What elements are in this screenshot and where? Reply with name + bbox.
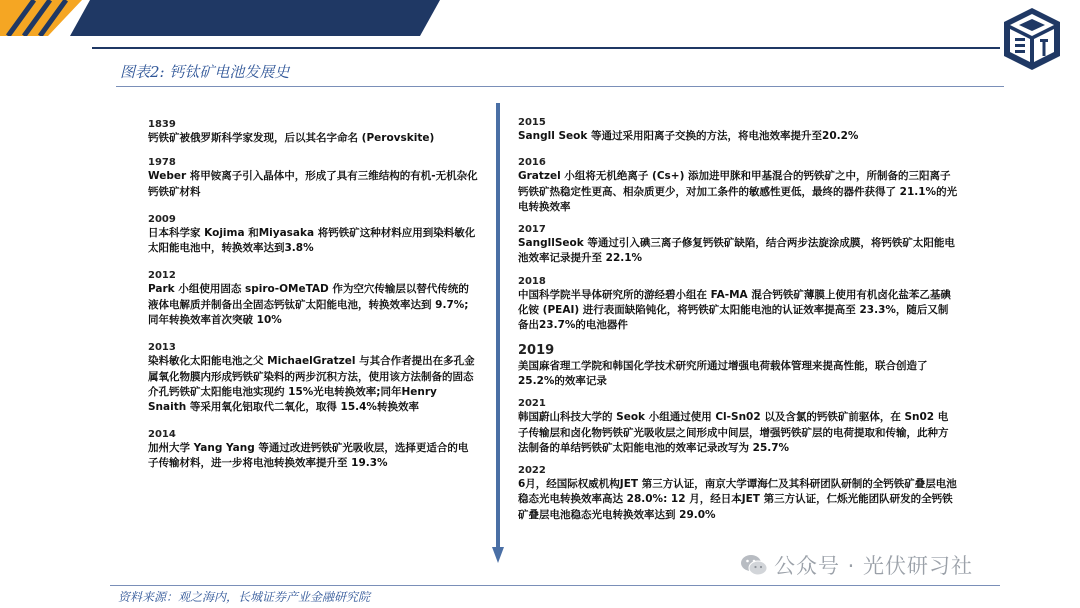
- entry-year: 2009: [148, 213, 176, 225]
- entry-text: Park 小组使用固态 spiro-OMeTAD 作为空穴传输层以替代传统的液体电解质并制备出全固态钙钛矿太阳能电池，转换效率达到 9.7%;同年转换效率首次突破 10%: [148, 283, 469, 327]
- entry-text: 加州大学 Yang Yang 等通过改进钙铁矿光吸收层，选择更适合的电子传输材料，进一步将电池转换效率提升至 19.3%: [148, 441, 469, 469]
- figure-title: 图表2: 钙钛矿电池发展史: [120, 63, 290, 81]
- entry-text: Weber 将甲铵离子引入晶体中，形成了具有三维结构的有机-无机杂化钙铁矿材料: [148, 170, 478, 198]
- timeline-entry: [148, 269, 478, 328]
- timeline-entry: [148, 428, 478, 472]
- entry-text: 韩国蔚山科技大学的 Seok 小组通过使用 Cl-Sn02 以及含氯的钙铁矿前驱体，在 Sn02 电子传输层和卤化物钙铁矿光吸收层之间形成中间层，增强钙铁矿层的电荷提取和传输，此种方法制备的单结钙铁矿太阳能电池的效率记录改写为 25.7%: [518, 411, 949, 454]
- entry-year: 2016: [518, 157, 546, 169]
- timeline-right: [518, 116, 958, 523]
- entry-year: 2018: [518, 275, 546, 287]
- timeline-entry: [518, 342, 958, 390]
- timeline-entry: [518, 275, 958, 334]
- entry-text: Sangll Seok 等通过采用阳离子交换的方法，将电池效率提升至20.2%: [518, 130, 859, 142]
- source-note: 资料来源：观之海内，长城证券产业金融研究院: [118, 590, 371, 604]
- title-rule: [116, 86, 1004, 87]
- entry-year: 2015: [518, 117, 546, 128]
- entry-text: 6月，经国际权威机构JET 第三方认证，南京大学谭海仁及其科研团队研制的全钙铁矿叠层电池稳态光电转换效率高达 28.0%: 12 月，经日本JET 第三方认证，仁烁光能团队研发的全钙铁矿叠层电池稳态光电转换效率达到 29.0%: [518, 478, 957, 521]
- watermark: [740, 550, 973, 580]
- timeline-entry: [148, 156, 478, 200]
- entry-year: 2017: [518, 224, 546, 236]
- timeline-entry: [148, 118, 478, 146]
- timeline-entry: [518, 156, 958, 215]
- timeline-left: [148, 118, 478, 471]
- timeline-entry: [518, 116, 958, 144]
- cube-logo-icon: [1000, 6, 1064, 72]
- entry-year: 2022: [518, 465, 546, 477]
- entry-year: 2014: [148, 428, 176, 440]
- entry-text: 中国科学院半导体研究所的游经碧小组在 FA-MA 混合钙铁矿薄膜上使用有机卤化盐苯乙基碘化铵 (PEAI) 进行表面缺陷钝化，将钙铁矿太阳能电池的认证效率提高至 23.3%，随后又制备出23.7%的电池器件: [518, 288, 951, 332]
- entry-year: 1839: [148, 119, 176, 130]
- footer-rule: [110, 585, 1000, 586]
- entry-year: 2012: [148, 270, 176, 282]
- timeline-arrow: [492, 103, 504, 563]
- entry-text: 钙铁矿被俄罗斯科学家发现，后以其名字命名 (Perovskite): [148, 132, 435, 144]
- entry-text: 日本科学家 Kojima 和Miyasaka 将钙铁矿这种材料应用到染料敏化太阳能电池中，转换效率达到3.8%: [148, 226, 476, 255]
- header-bars: [0, 0, 440, 36]
- entry-year: 2019: [518, 342, 555, 358]
- watermark-text: 公众号 · 光伏研习社: [774, 554, 974, 578]
- entry-year: 1978: [148, 157, 176, 169]
- entry-text: 染料敏化太阳能电池之父 MichaelGratzel 与其合作者提出在多孔金属氧化物膜内形成钙铁矿染料的两步沉积方法，使用该方法制备的固态介孔钙铁矿太阳能电池实现约 15%光电转换效率;同年Henry Snaith 等采用氧化铝取代二氧化，取得 15.4%转换效率: [148, 355, 475, 414]
- entry-text: 美国麻省理工学院和韩国化学技术研究所通过增强电荷载体管理来提高性能，联合创造了 25.2%的效率记录: [518, 359, 928, 387]
- wechat-icon: [740, 553, 768, 577]
- timeline-entry: [518, 397, 958, 456]
- entry-year: 2013: [148, 342, 176, 354]
- timeline-entry: [148, 213, 478, 257]
- timeline-entry: [518, 464, 958, 523]
- entry-year: 2021: [518, 398, 546, 410]
- timeline-entry: [518, 223, 958, 267]
- entry-text: SangllSeok 等通过引入碘三离子修复钙铁矿缺陷，结合两步法旋涂成膜，将钙铁矿太阳能电池效率记录提升至 22.1%: [518, 237, 955, 265]
- header-rule: [92, 47, 1000, 49]
- entry-text: Gratzel 小组将无机绝离子 (Cs+) 添加进甲脒和甲基混合的钙铁矿之中，所制备的三阳离子钙铁矿热稳定性更高、相杂质更少，对加工条件的敏感性更低，最终的器件获得了 21.1%的光电转换效率: [518, 170, 958, 213]
- timeline-entry: [148, 341, 478, 415]
